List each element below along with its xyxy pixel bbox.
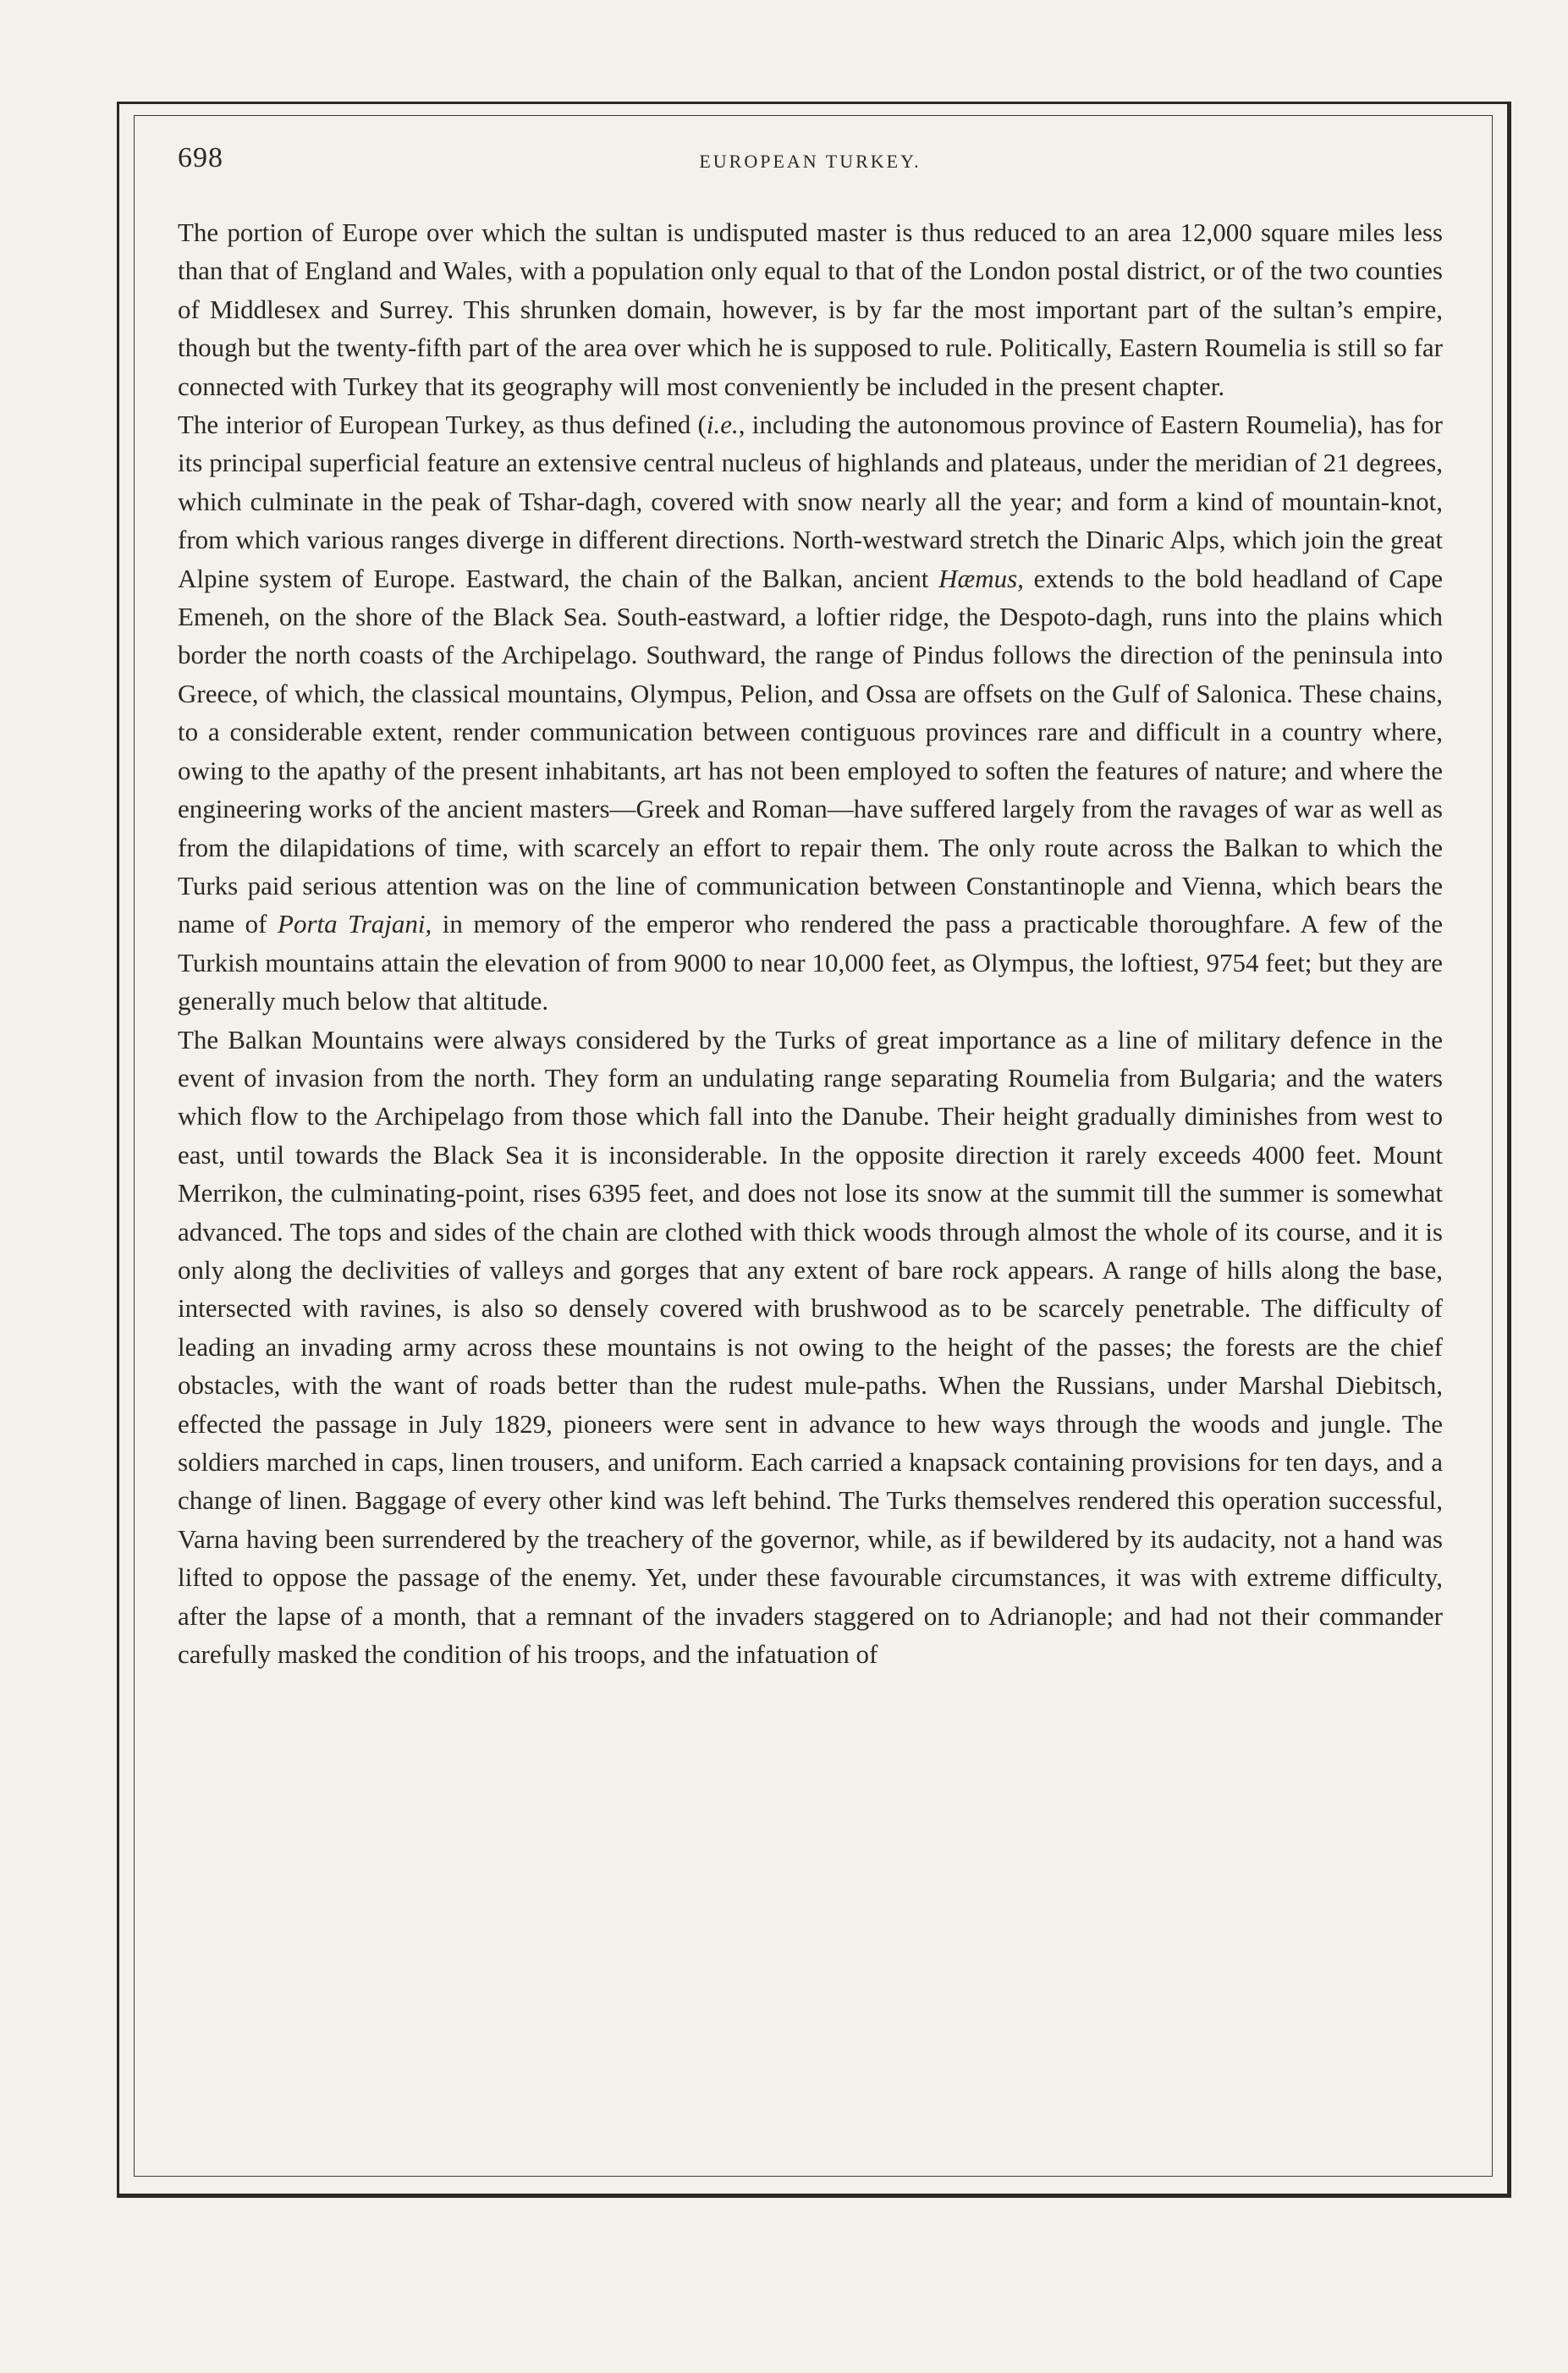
paragraph-2-part-e: extends to the bold headland of Cape Emeneh, on the shore of the Black Sea. South-eastward, a loftier ridge, the Despoto-dagh, runs into the plains which border the north coasts of the Archipelago. Southward, the range of Pindus follows the direction of the peninsula into Greece, of which, the classical mountains, Olympus, Pelion, and Ossa are offsets on the Gulf of Salonica. These chains, to a considerable extent, render communication between contiguous provinces rare and difficult in a country where, owing to the apathy of the present inhabitants, art has not been employed to soften the features of nature; and where the engineering works of the ancient masters—Greek and Roman—have suffered largely from the ravages of war as well as from the dilapidations of time, with scarcely an effort to repair them. The only route across the Balkan to which the Turks paid serious attention was on the line of communication between Constantinople and Vienna, which bears the name of (178, 563, 1443, 939)
paragraph-1: The portion of Europe over which the sultan is undisputed master is thus reduced to an area 12,000 square miles less than that of England and Wales, with a population only equal to that of the London postal district, or of the two counties of Middlesex and Surrey. This shrunken domain, however, is by far the most important part of the sultan’s empire, though but the twenty-fifth part of the area over which he is supposed to rule. Politically, Eastern Roumelia is still so far connected with Turkey that its geography will most conveniently be included in the present chapter. (178, 217, 1443, 401)
body-text (178, 213, 1443, 1673)
paragraph-2-part-g: in memory of the emperor who rendered the pass a practicable thoroughfare. A few of the Turkish mountains attain the elevation of from 9000 to near 10,000 feet, as Olympus, the loftiest, 9754 feet; but they are generally much below that altitude. (178, 909, 1443, 1016)
page-number: 698 (178, 142, 223, 173)
paragraph-2-italic-haemus: Hæmus, (938, 563, 1024, 593)
page-header (178, 142, 1443, 184)
paragraph-3: The Balkan Mountains were always considered by the Turks of great importance as a line of military defence in the event of invasion from the north. They form an undulating range separating Roumelia from Bulgaria; and the waters which flow to the Archipelago from those which fall into the Danube. Their height gradually diminishes from west to east, until towards the Black Sea it is inconsiderable. In the opposite direction it rarely exceeds 4000 feet. Mount Merrikon, the culminating-point, rises 6395 feet, and does not lose its snow at the summit till the summer is somewhat advanced. The tops and sides of the chain are clothed with thick woods through almost the whole of its course, and it is only along the declivities of valleys and gorges that any extent of bare rock appears. A range of hills along the base, intersected with ravines, is also so densely covered with brushwood as to be scarcely penetrable. The difficulty of leading an invading army across these mountains is not owing to the height of the passes; the forests are the chief obstacles, with the want of roads better than the rudest mule-paths. When the Russians, under Marshal Diebitsch, effected the passage in July 1829, pioneers were sent in advance to hew ways through the woods and jungle. The soldiers marched in caps, linen trousers, and uniform. Each carried a knapsack containing provisions for ten days, and a change of linen. Baggage of every other kind was left behind. The Turks themselves rendered this operation successful, Varna having been surrendered by the treachery of the governor, while, as if bewildered by its audacity, not a hand was lifted to oppose the passage of the enemy. Yet, under these favourable circumstances, it was with extreme difficulty, after the lapse of a month, that a remnant of the invaders staggered on to Adrianople; and had not their commander carefully masked the condition of his troops, and the infatuation of (178, 1024, 1443, 1670)
paragraph-2-italic-ie: i.e. (706, 410, 739, 440)
paragraph-2-part-a: The interior of European Turkey, as thus defined ( (178, 410, 707, 440)
paragraph-2-part-c: , including the autonomous province of Eastern Roumelia), has for its principal superficial feature an extensive central nucleus of highlands and plateaus, under the meridian of 21 degrees, which culminate in the peak of Tshar-dagh, covered with snow nearly all the year; and form a kind of mountain-knot, from which various ranges diverge in different directions. North-westward stretch the Dinaric Alps, which join the great Alpine system of Europe. Eastward, the chain of the Balkan, ancient (178, 410, 1443, 593)
paragraph-2 (178, 405, 1443, 1021)
running-title: EUROPEAN TURKEY. (699, 151, 922, 172)
paragraph-2-italic-porta-trajani: Porta Trajani, (278, 909, 432, 939)
